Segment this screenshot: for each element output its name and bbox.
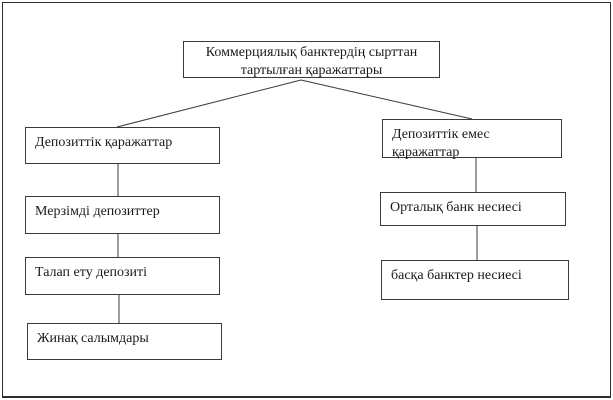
- node-non-deposit-funds: Депозиттік емес қаражаттар: [382, 119, 562, 158]
- node-commercial-banks-external-funds: Коммерциялық банктердің сырттан тартылған қаражаттары: [183, 41, 440, 78]
- node-central-bank-loan: Орталық банк несиесі: [380, 192, 566, 226]
- node-term-deposits: Мерзімді депозиттер: [25, 196, 220, 234]
- node-demand-deposit: Талап ету депозиті: [25, 257, 220, 295]
- node-savings-deposits: Жинақ салымдары: [27, 323, 222, 360]
- node-deposit-funds: Депозиттік қаражаттар: [25, 127, 220, 164]
- node-other-banks-loan: басқа банктер несиесі: [381, 260, 569, 300]
